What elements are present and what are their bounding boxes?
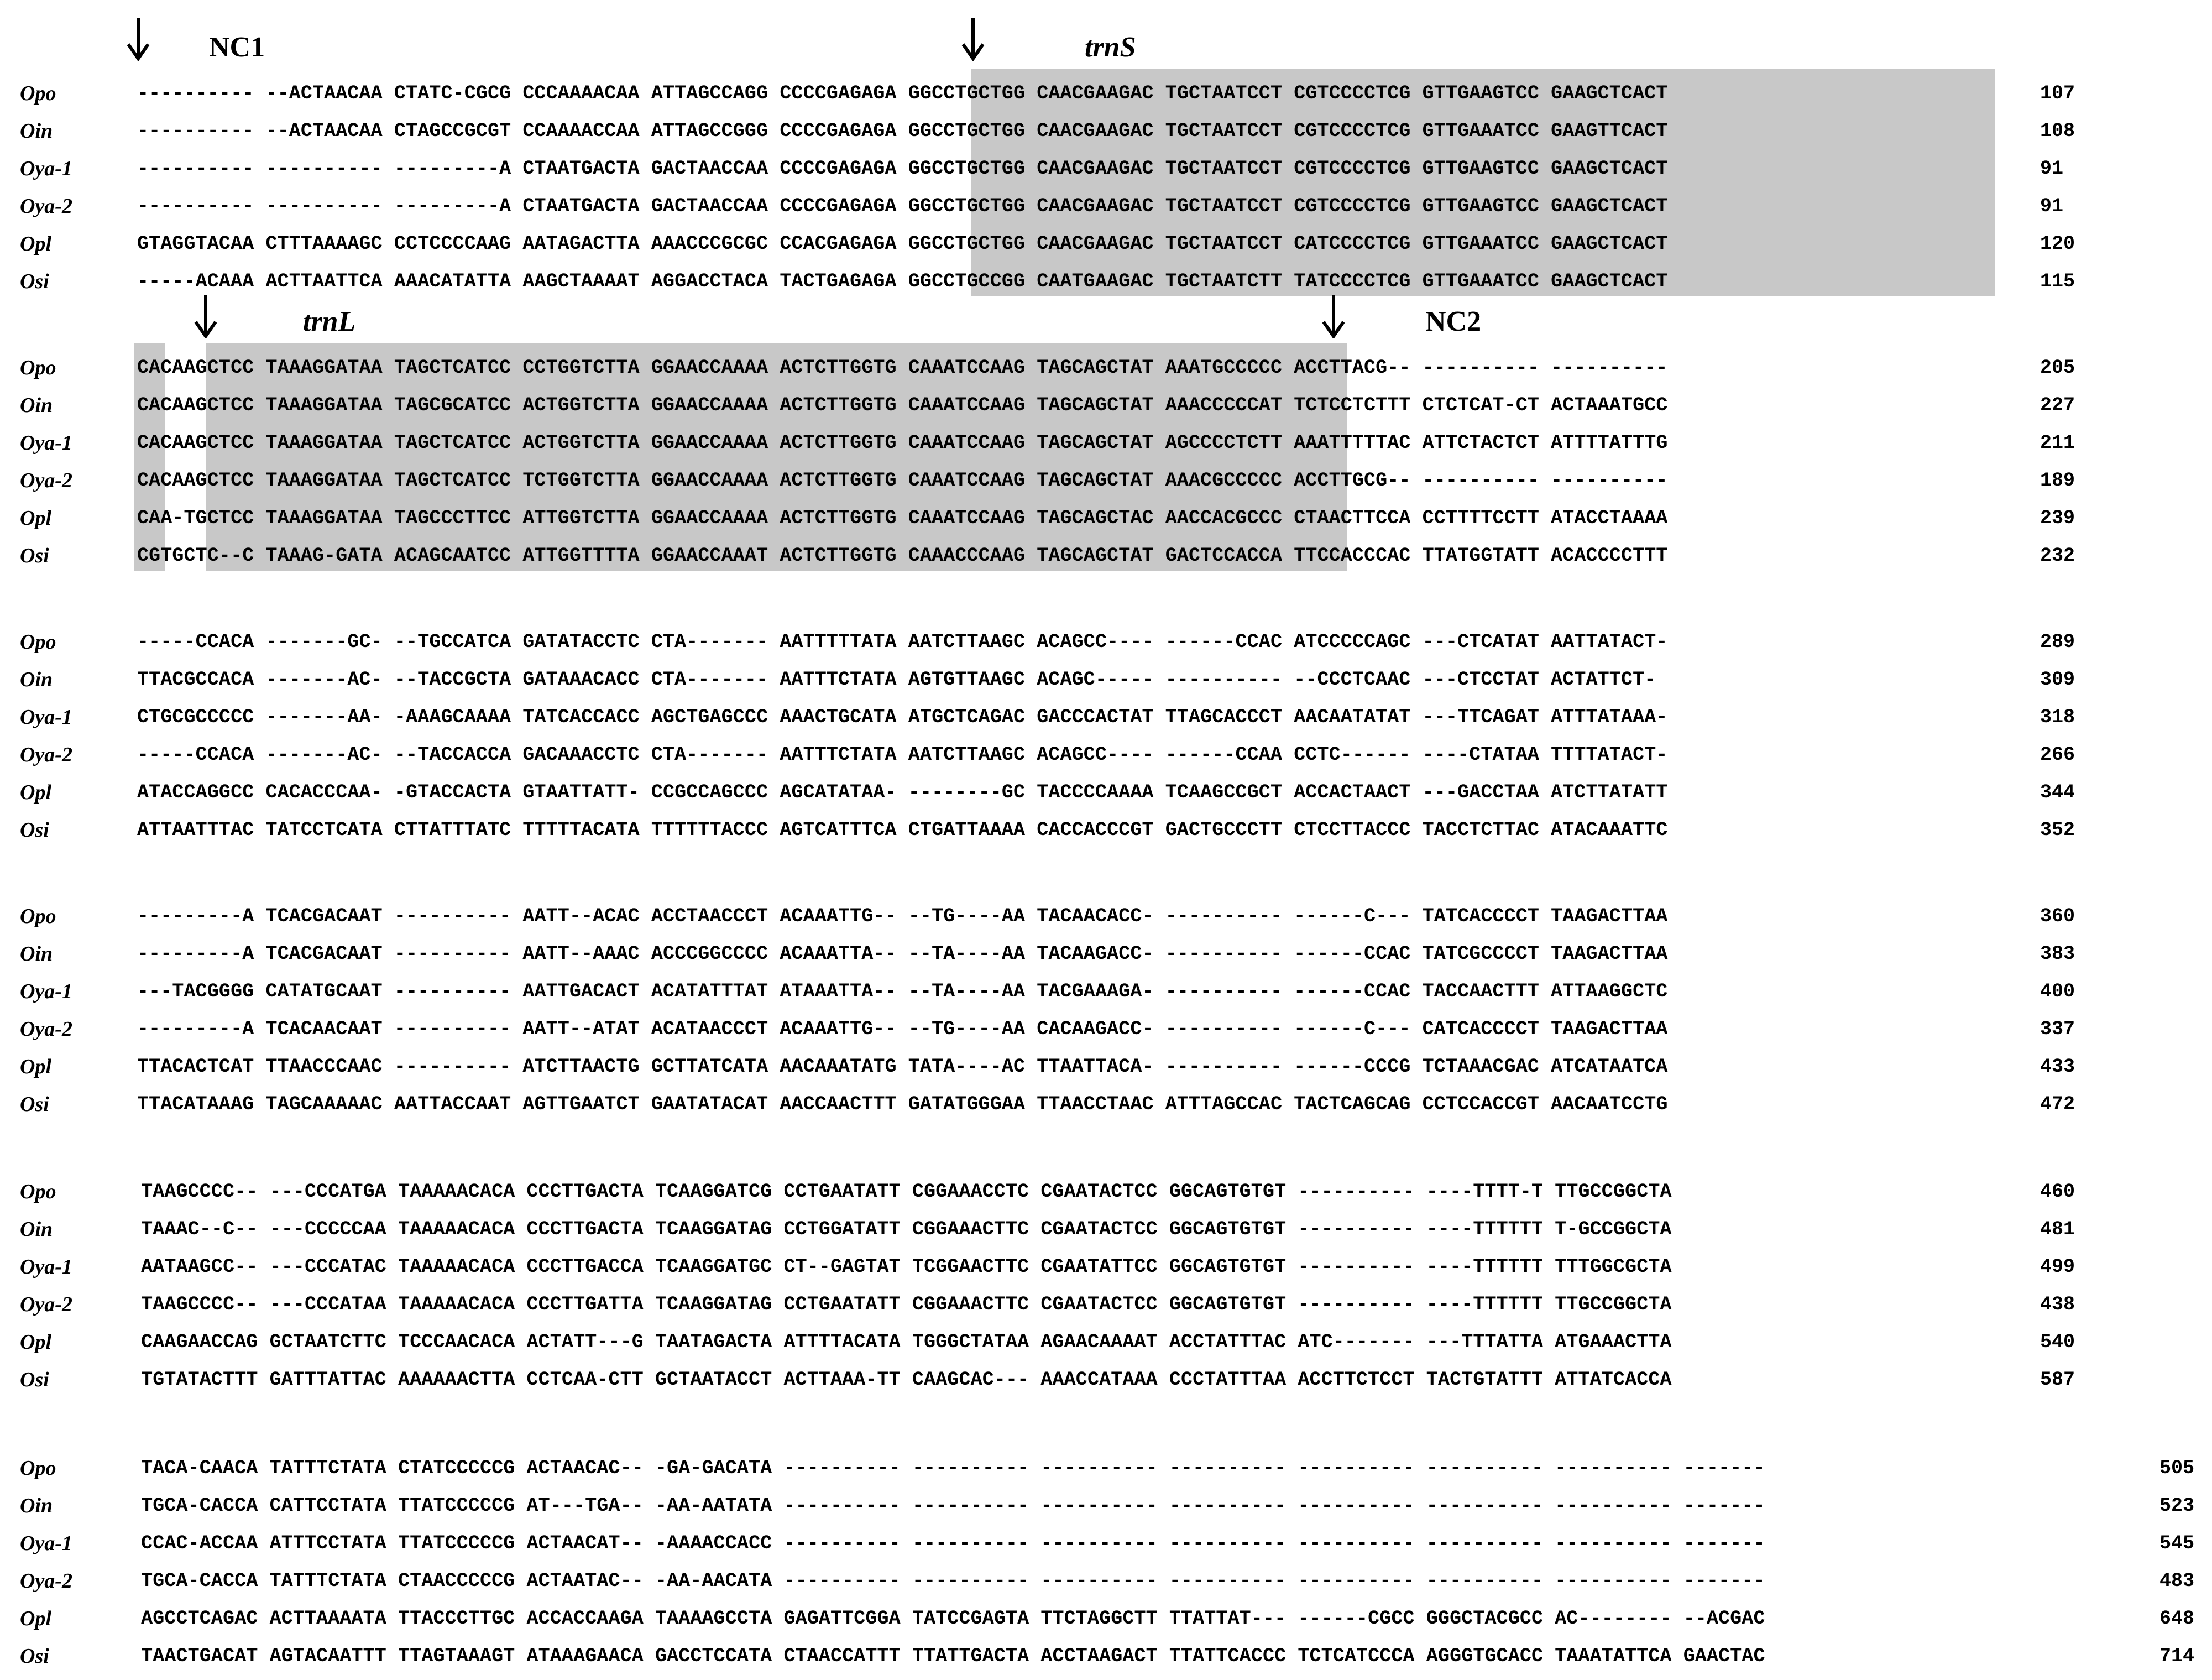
sequence-row: AATAAGCC-- ---CCCATAC TAAAAACACA CCCTTGACCA TCAAGGATGC CT--GAGTAT TCGGAACTTC CGAATATTCC GGCAGTGTGT ---------- ----TTTTTT TTTGGCGCTA (129, 1256, 1672, 1278)
position-number: 107 (2040, 82, 2075, 105)
position-number: 383 (2040, 943, 2075, 965)
species-label: Oin (20, 394, 53, 417)
sequence-row: TGCA-CACCA TATTTCTATA CTAACCCCCG ACTAATAC-- -AA-AACATA ---------- ---------- ---------- ---------- ---------- ---------- ---------- ------- (129, 1570, 1765, 1592)
trns-start-arrow-icon (961, 17, 985, 61)
species-label: Opo (20, 356, 56, 379)
species-label: Oya-1 (20, 1532, 72, 1555)
sequence-row: TAAGCCCC-- ---CCCATGA TAAAAACACA CCCTTGACTA TCAAGGATCG CCTGAATATT CGGAAACCTC CGAATACTCC GGCAGTGTGT ---------- ----TTTT-T TTGCCGGCTA (129, 1181, 1672, 1203)
sequence-row: -----ACAAA ACTTAATTCA AAACATATTA AAGCTAAAAT AGGACCTACA TACTGAGAGA GGCCTGCCGG CAATGAAGAC TGCTAATCTT TATCCCCTCG GTTGAAATCC GAAGCTCACT (137, 270, 1668, 293)
position-number: 360 (2040, 905, 2075, 927)
position-number: 318 (2040, 706, 2075, 728)
sequence-row: TAAAC--C-- ---CCCCCAA TAAAAACACA CCCTTGACTA TCAAGGATAG CCTGGATATT CGGAAACTTC CGAATACTCC GGCAGTGTGT ---------- ----TTTTTT T-GCCGGCTA (129, 1218, 1672, 1240)
position-number: 545 (2159, 1532, 2195, 1554)
position-number: 352 (2040, 819, 2075, 841)
sequence-row: CGTGCTC--C TAAAG-GATA ACAGCAATCC ATTGGTTTTA GGAACCAAAT ACTCTTGGTG CAAACCCAAG TAGCAGCTAT GACTCCACCA TTCCACCCAC TTATGGTATT ACACCCCTTT (137, 545, 1668, 567)
position-number: 438 (2040, 1293, 2075, 1316)
sequence-row: ---TACGGGG CATATGCAAT ---------- AATTGACACT ACATATTTAT ATAAATTA-- --TA----AA TACGAAAGA- ---------- ------CCAC TACCAACTTT ATTAAGGCTC (137, 980, 1668, 1003)
position-number: 232 (2040, 545, 2075, 567)
nc2-label: NC2 (1425, 306, 1482, 337)
sequence-row: CAA-TGCTCC TAAAGGATAA TAGCCCTTCC ATTGGTCTTA GGAACCAAAA ACTCTTGGTG CAAATCCAAG TAGCAGCTAC AACCACGCCC CTAACTTCCA CCTTTTCCTT ATACCTAAAA (137, 507, 1668, 529)
sequence-row: CACAAGCTCC TAAAGGATAA TAGCTCATCC ACTGGTCTTA GGAACCAAAA ACTCTTGGTG CAAATCCAAG TAGCAGCTAT AGCCCCTCTT AAATTTTTAC ATTCTACTCT ATTTTATTTG (137, 432, 1668, 454)
species-label: Opo (20, 630, 56, 654)
species-label: Oya-2 (20, 1569, 72, 1593)
position-number: 433 (2040, 1056, 2075, 1078)
species-label: Oya-1 (20, 980, 72, 1003)
sequence-row: TTACACTCAT TTAACCCAAC ---------- ATCTTAACTG GCTTATCATA AACAAATATG TATA----AC TTAATTACA- ---------- ------CCCG TCTAAACGAC ATCATAATCA (137, 1056, 1668, 1078)
species-label: Osi (20, 270, 49, 293)
sequence-row: -----CCACA -------GC- --TGCCATCA GATATACCTC CTA------- AATTTTTATA AATCTTAAGC ACAGCC---- ------CCAC ATCCCCCAGC ---CTCATAT AATTATACT- (137, 631, 1668, 653)
nc1-label: NC1 (209, 32, 265, 63)
species-label: Oya-1 (20, 1255, 72, 1279)
species-label: Opl (20, 1331, 51, 1354)
species-label: Oin (20, 668, 53, 691)
position-number: 460 (2040, 1181, 2075, 1203)
species-label: Opl (20, 507, 51, 530)
position-number: 91 (2040, 195, 2064, 217)
sequence-row: TAAGCCCC-- ---CCCATAA TAAAAACACA CCCTTGATTA TCAAGGATAG CCTGAATATT CGGAAACTTC CGAATACTCC GGCAGTGTGT ---------- ----TTTTTT TTGCCGGCTA (129, 1293, 1672, 1316)
position-number: 400 (2040, 980, 2075, 1003)
species-label: Opl (20, 781, 51, 804)
sequence-row: TTACATAAAG TAGCAAAAAC AATTACCAAT AGTTGAATCT GAATATACAT AACCAACTTT GATATGGGAA TTAACCTAAC ATTTAGCCAC TACTCAGCAG CCTCCACCGT AACAATCCTG (137, 1093, 1668, 1115)
position-number: 189 (2040, 469, 2075, 492)
nc1-start-arrow-icon (126, 17, 150, 61)
species-label: Osi (20, 1368, 49, 1391)
sequence-row: AGCCTCAGAC ACTTAAAATA TTACCCTTGC ACCACCAAGA TAAAAGCCTA GAGATTCGGA TATCCGAGTA TTCTAGGCTT TTATTAT--- ------CGCC GGGCTACGCC AC-------- --ACGAC (129, 1608, 1765, 1630)
sequence-row: ---------A TCACGACAAT ---------- AATT--ACAC ACCTAACCCT ACAAATTG-- --TG----AA TACAACACC- ---------- ------C--- TATCACCCCT TAAGACTTAA (137, 905, 1668, 927)
sequence-row: ATACCAGGCC CACACCCAA- -GTACCACTA GTAATTATT- CCGCCAGCCC AGCATATAA- --------GC TACCCCAAAA TCAAGCCGCT ACCACTAACT ---GACCTAA ATCTTATATT (137, 781, 1668, 804)
species-label: Opo (20, 905, 56, 928)
position-number: 227 (2040, 394, 2075, 416)
position-number: 344 (2040, 781, 2075, 804)
sequence-row: -----CCACA -------AC- --TACCACCA GACAAACCTC CTA------- AATTTCTATA AATCTTAAGC ACAGCC---- ------CCAA CCTC------ ----CTATAA TTTTATACT- (137, 744, 1668, 766)
nc2-start-arrow-icon (1321, 294, 1346, 338)
species-label: Osi (20, 1645, 49, 1668)
species-label: Oin (20, 1494, 53, 1517)
species-label: Oya-1 (20, 431, 72, 455)
position-number: 587 (2040, 1369, 2075, 1391)
sequence-row: ---------- --ACTAACAA CTAGCCGCGT CCAAAACCAA ATTAGCCGGG CCCCGAGAGA GGCCTGCTGG CAACGAAGAC TGCTAATCCT CGTCCCCTCG GTTGAAATCC GAAGTTCACT (137, 120, 1668, 142)
trnl-label: trnL (303, 306, 356, 337)
position-number: 472 (2040, 1093, 2075, 1115)
position-number: 108 (2040, 120, 2075, 142)
position-number: 499 (2040, 1256, 2075, 1278)
sequence-row: ---------A TCACGACAAT ---------- AATT--AAAC ACCCGGCCCC ACAAATTA-- --TA----AA TACAAGACC- ---------- ------CCAC TATCGCCCCT TAAGACTTAA (137, 943, 1668, 965)
position-number: 289 (2040, 631, 2075, 653)
position-number: 115 (2040, 270, 2075, 293)
position-number: 523 (2159, 1495, 2195, 1517)
sequence-row: ---------- ---------- ---------A CTAATGACTA GACTAACCAA CCCCGAGAGA GGCCTGCTGG CAACGAAGAC TGCTAATCCT CGTCCCCTCG GTTGAAGTCC GAAGCTCACT (137, 158, 1668, 180)
sequence-row: ---------A TCACAACAAT ---------- AATT--ATAT ACATAACCCT ACAAATTG-- --TG----AA CACAAGACC- ---------- ------C--- CATCACCCCT TAAGACTTAA (137, 1018, 1668, 1040)
sequence-row: TAACTGACAT AGTACAATTT TTAGTAAAGT ATAAAGAACA GACCTCCATA CTAACCATTT TTATTGACTA ACCTAAGACT TTATTCACCC TCTCATCCCA AGGGTGCACC TAAATATTCA GAACTAC (129, 1645, 1765, 1667)
species-label: Opo (20, 1457, 56, 1480)
position-number: 309 (2040, 669, 2075, 691)
position-number: 337 (2040, 1018, 2075, 1040)
sequence-row: CACAAGCTCC TAAAGGATAA TAGCTCATCC TCTGGTCTTA GGAACCAAAA ACTCTTGGTG CAAATCCAAG TAGCAGCTAT AAACGCCCCC ACCTTGCG-- ---------- ---------- (137, 469, 1668, 492)
position-number: 714 (2159, 1645, 2195, 1667)
sequence-row: TACA-CAACA TATTTCTATA CTATCCCCCG ACTAACAC-- -GA-GACATA ---------- ---------- ---------- ---------- ---------- ---------- ---------- ------- (129, 1457, 1765, 1479)
sequence-row: ATTAATTTAC TATCCTCATA CTTATTTATC TTTTTACATA TTTTTTACCC AGTCATTTCA CTGATTAAAA CACCACCCGT GACTGCCCTT CTCCTTACCC TACCTCTTAC ATACAAATTC (137, 819, 1668, 841)
trns-label: trnS (1085, 32, 1136, 63)
position-number: 481 (2040, 1218, 2075, 1240)
sequence-row: CTGCGCCCCC -------AA- -AAAGCAAAA TATCACCACC AGCTGAGCCC AAACTGCATA ATGCTCAGAC GACCCACTAT TTAGCACCCT AACAATATAT ---TTCAGAT ATTTATAAA- (137, 706, 1668, 728)
position-number: 483 (2159, 1570, 2195, 1592)
sequence-row: CACAAGCTCC TAAAGGATAA TAGCGCATCC ACTGGTCTTA GGAACCAAAA ACTCTTGGTG CAAATCCAAG TAGCAGCTAT AAACCCCCAT TCTCCTCTTT CTCTCAT-CT ACTAAATGCC (137, 394, 1668, 416)
sequence-row: TGTATACTTT GATTTATTAC AAAAAACTTA CCTCAA-CTT GCTAATACCT ACTTAAA-TT CAAGCAC--- AAACCATAAA CCCTATTTAA ACCTTCTCCT TACTGTATTT ATTATCACCA (129, 1369, 1672, 1391)
position-number: 505 (2159, 1457, 2195, 1479)
species-label: Oya-1 (20, 157, 72, 180)
position-number: 239 (2040, 507, 2075, 529)
species-label: Opl (20, 1055, 51, 1078)
sequence-row: GTAGGTACAA CTTTAAAAGC CCTCCCCAAG AATAGACTTA AAACCCGCGC CCACGAGAGA GGCCTGCTGG CAACGAAGAC TGCTAATCCT CATCCCCTCG GTTGAAATCC GAAGCTCACT (137, 233, 1668, 255)
sequence-row: CACAAGCTCC TAAAGGATAA TAGCTCATCC CCTGGTCTTA GGAACCAAAA ACTCTTGGTG CAAATCCAAG TAGCAGCTAT AAATGCCCCC ACCTTACG-- ---------- ---------- (137, 357, 1668, 379)
species-label: Oin (20, 942, 53, 966)
sequence-row: ---------- --ACTAACAA CTATC-CGCG CCCAAAACAA ATTAGCCAGG CCCCGAGAGA GGCCTGCTGG CAACGAAGAC TGCTAATCCT CGTCCCCTCG GTTGAAGTCC GAAGCTCACT (137, 82, 1668, 105)
species-label: Oya-2 (20, 1293, 72, 1316)
species-label: Opo (20, 1180, 56, 1203)
species-label: Opl (20, 232, 51, 255)
species-label: Oin (20, 1218, 53, 1241)
sequence-row: CCAC-ACCAA ATTTCCTATA TTATCCCCCG ACTAACAT-- -AAAACCACC ---------- ---------- ---------- ---------- ---------- ---------- ---------- ------- (129, 1532, 1765, 1554)
species-label: Opo (20, 82, 56, 105)
trnl-start-arrow-icon (194, 294, 218, 338)
species-label: Opl (20, 1607, 51, 1630)
species-label: Oya-2 (20, 743, 72, 766)
sequence-row: TGCA-CACCA CATTCCTATA TTATCCCCCG AT---TGA-- -AA-AATATA ---------- ---------- ---------- ---------- ---------- ---------- ---------- ------- (129, 1495, 1765, 1517)
position-number: 540 (2040, 1331, 2075, 1353)
species-label: Osi (20, 1093, 49, 1116)
species-label: Osi (20, 544, 49, 567)
position-number: 211 (2040, 432, 2075, 454)
species-label: Oya-2 (20, 195, 72, 218)
position-number: 205 (2040, 357, 2075, 379)
sequence-row: ---------- ---------- ---------A CTAATGACTA GACTAACCAA CCCCGAGAGA GGCCTGCTGG CAACGAAGAC TGCTAATCCT CGTCCCCTCG GTTGAAGTCC GAAGCTCACT (137, 195, 1668, 217)
sequence-row: CAAGAACCAG GCTAATCTTC TCCCAACACA ACTATT---G TAATAGACTA ATTTTACATA TGGGCTATAA AGAACAAAAT ACCTATTTAC ATC------- ---TTTATTA ATGAAACTTA (129, 1331, 1672, 1353)
position-number: 91 (2040, 158, 2064, 180)
species-label: Oya-1 (20, 706, 72, 729)
position-number: 648 (2159, 1608, 2195, 1630)
species-label: Oya-2 (20, 469, 72, 492)
position-number: 120 (2040, 233, 2075, 255)
species-label: Oin (20, 119, 53, 143)
sequence-row: TTACGCCACA -------AC- --TACCGCTA GATAAACACC CTA------- AATTTCTATA AGTGTTAAGC ACAGC----- ---------- --CCCTCAAC ---CTCCTAT ACTATTCT- (137, 669, 1656, 691)
position-number: 266 (2040, 744, 2075, 766)
species-label: Osi (20, 818, 49, 842)
species-label: Oya-2 (20, 1018, 72, 1041)
